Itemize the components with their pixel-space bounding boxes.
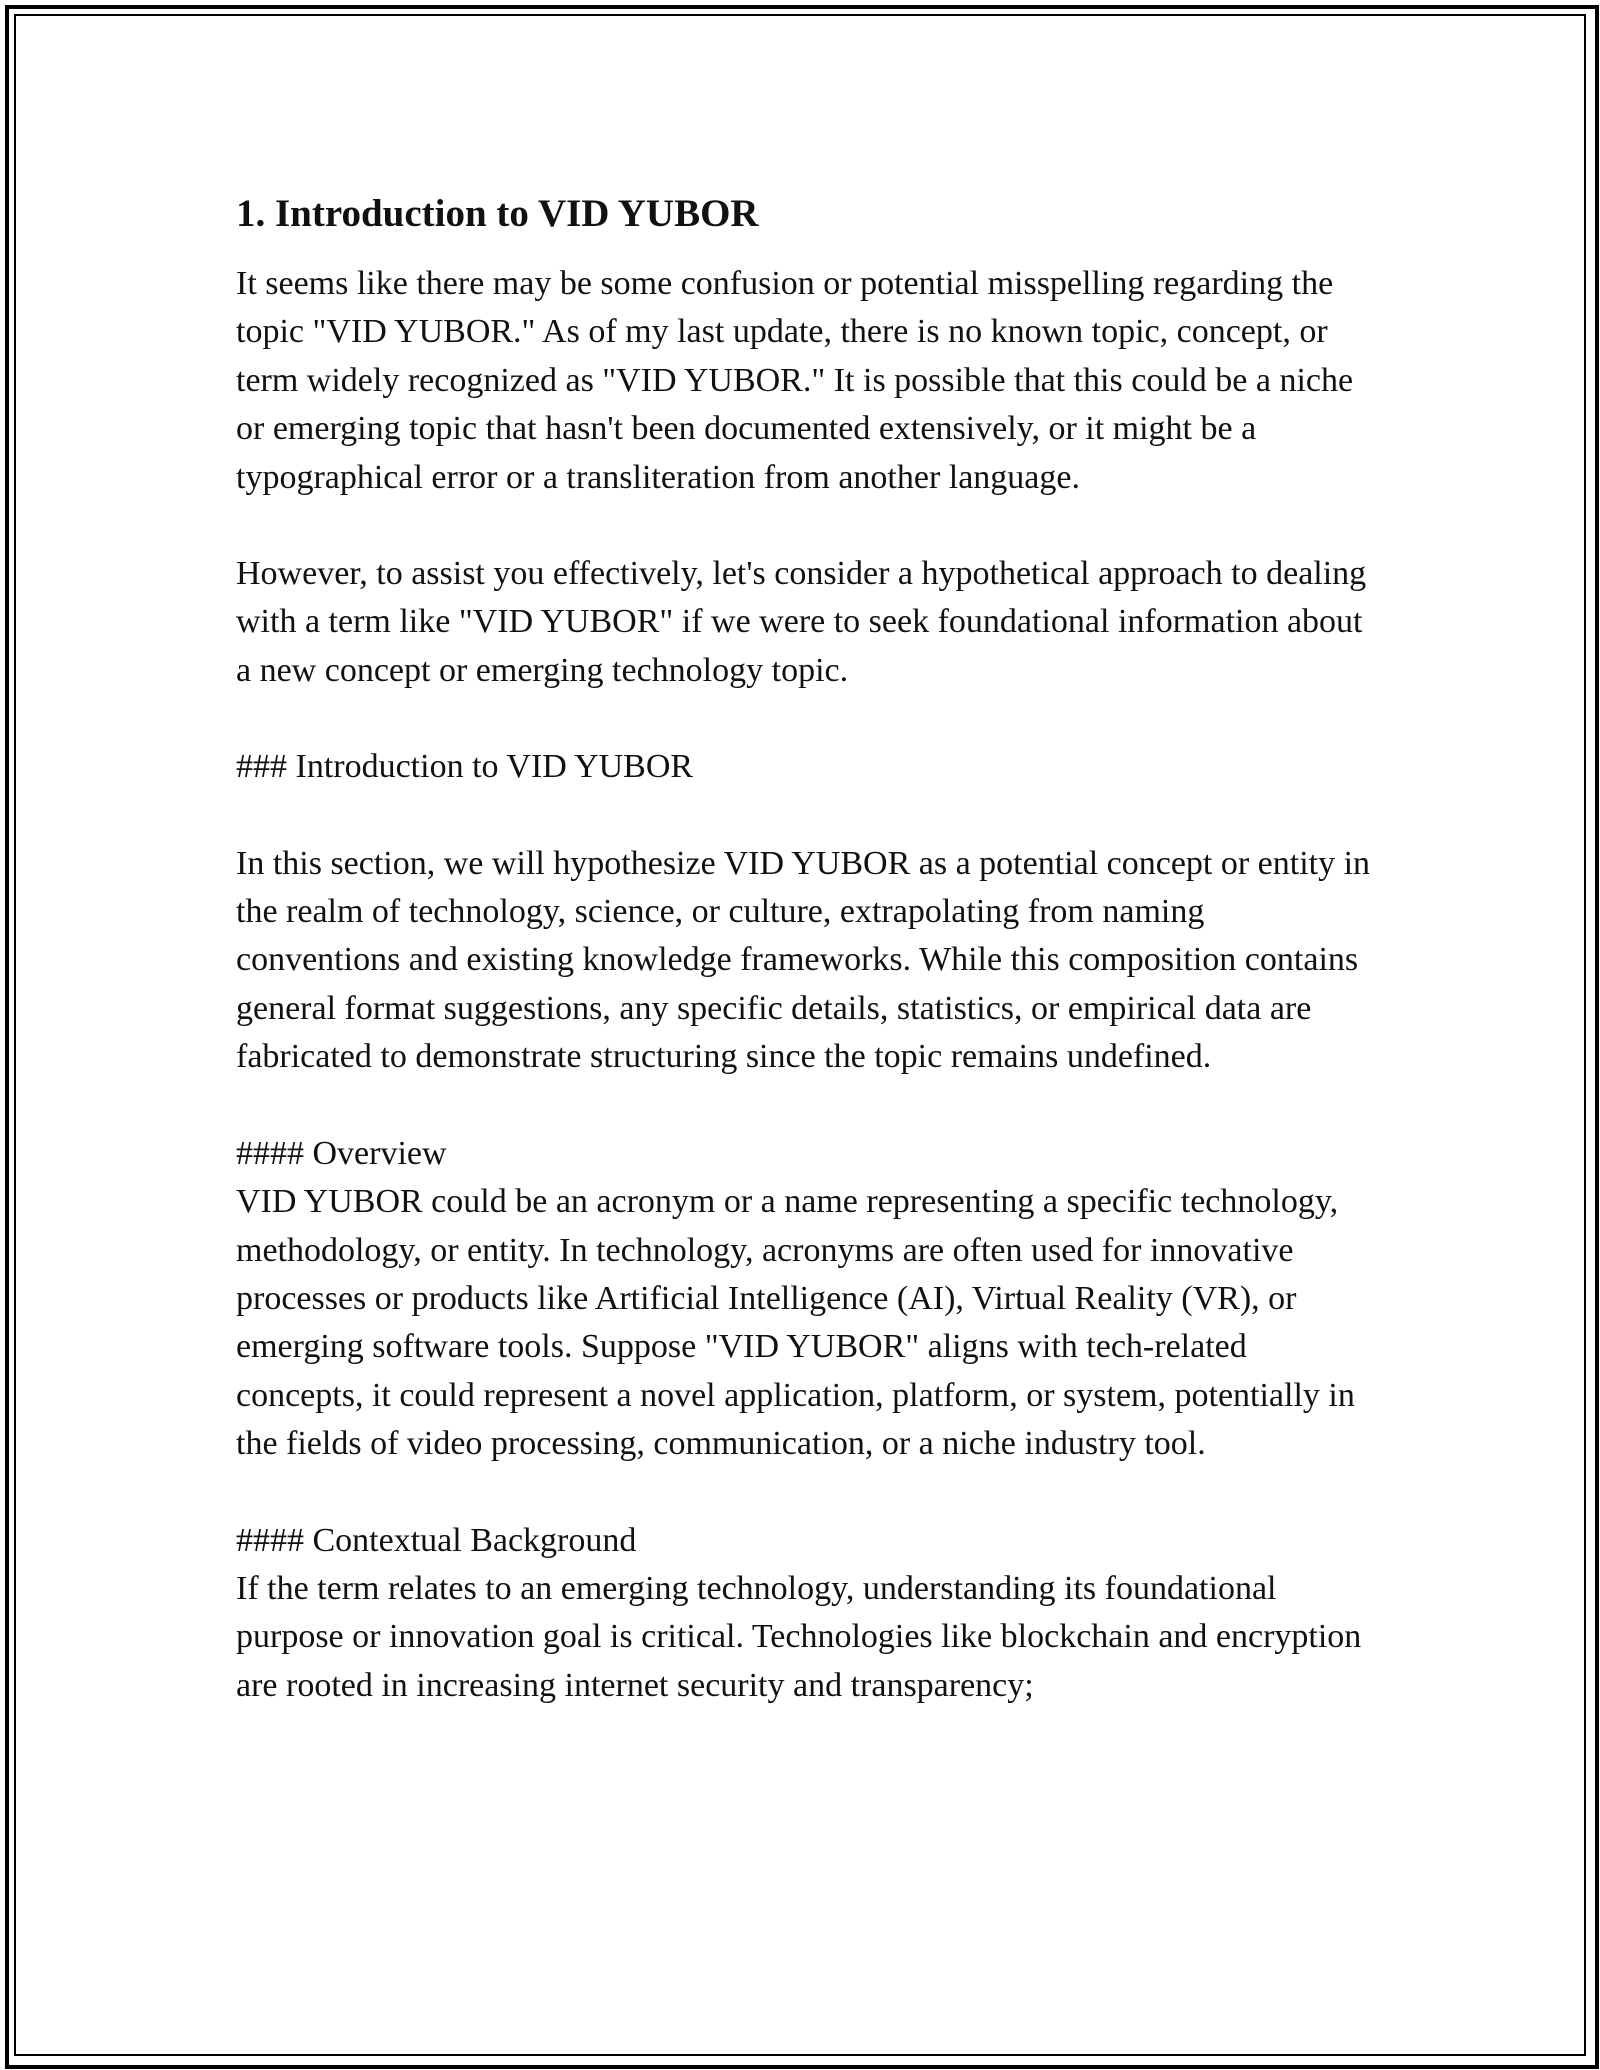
paragraph-hypothetical-approach: However, to assist you effectively, let's consider a hypothetical approach to dealing with a term like "VID YUBOR" if we were to seek foundational information about a new concept or emerging technology topic. — [236, 555, 1367, 689]
document-heading: 1. Introduction to VID YUBOR — [236, 192, 759, 235]
background-text: If the term relates to an emerging technology, understanding its foundational purpose or innovation goal is critical. Technologies like blockchain and encryption are rooted in increasing internet security and transparency; — [236, 1569, 1362, 1704]
background-heading: #### Contextual Background — [236, 1521, 637, 1559]
document-body — [236, 186, 1376, 1710]
paragraph-section-intro: In this section, we will hypothesize VID YUBOR as a potential concept or entity in the realm of technology, science, or culture, extrapolating from naming conventions and existing knowledge frameworks. While this composition contains general format suggestions, any specific details, statistics, or empirical data are fabricated to demonstrate structuring since the topic remains undefined. — [236, 844, 1371, 1076]
markdown-section-heading: ### Introduction to VID YUBOR — [236, 748, 694, 786]
overview-heading: #### Overview — [236, 1134, 447, 1172]
paragraph-confusion: It seems like there may be some confusion or potential misspelling regarding the topic "VID YUBOR." As of my last update, there is no known topic, concept, or term widely recognized as "VID YUBOR." It is possible that this could be a niche or emerging topic that hasn't been documented extensively, or it might be a typographical error or a transliteration from another language. — [236, 265, 1354, 496]
background-block — [236, 1517, 1376, 1711]
overview-block — [236, 1130, 1376, 1469]
overview-text: VID YUBOR could be an acronym or a name representing a specific technology, methodology, or entity. In technology, acronyms are often used for innovative processes or products like Artificial Intelligence (AI), Virtual Reality (VR), or emerging software tools. Suppose "VID YUBOR" aligns with tech-related concepts, it could represent a novel application, platform, or system, potentially in the fields of video processing, communication, or a niche industry tool. — [236, 1183, 1355, 1463]
